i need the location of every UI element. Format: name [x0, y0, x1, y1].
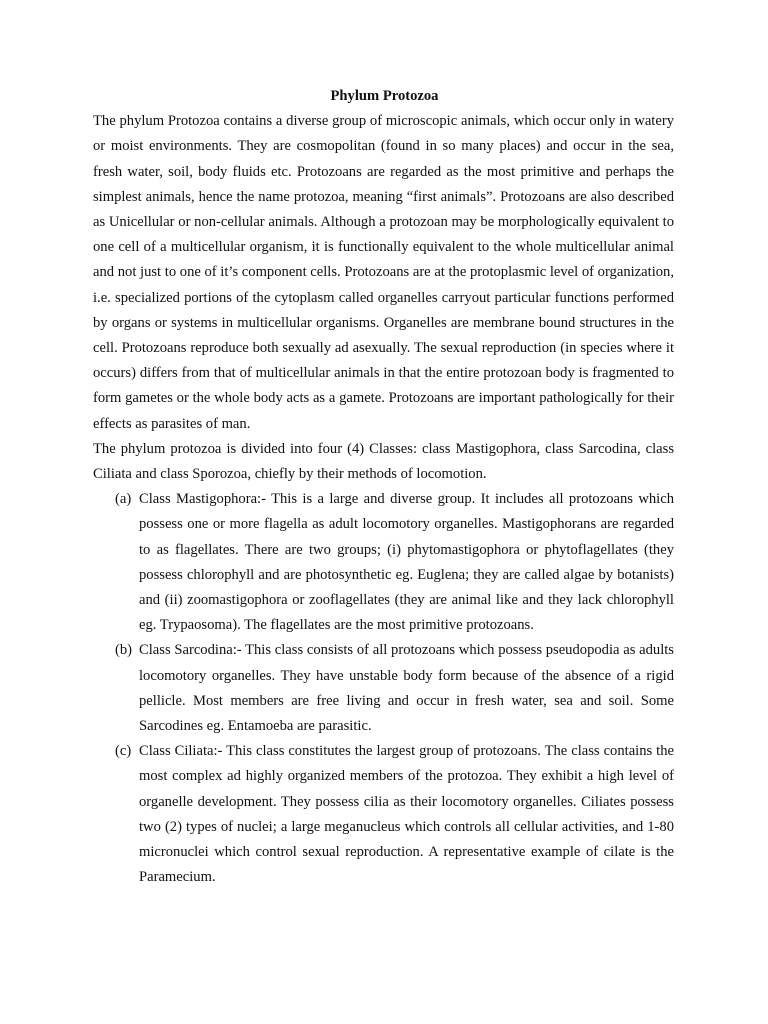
intro-paragraph: The phylum Protozoa contains a diverse group of microscopic animals, which occur only in watery or moist environments. They are cosmopolitan (found in so many places) and occur in the sea, fresh water, soil, body fluids etc. Protozoans are regarded as the most primitive and perhaps the simplest animals, hence the name protozoa, meaning “first animals”. Protozoans are also described as Unicellular or non-cellular animals. Although a protozoan may be morphologically equivalent to one cell of a multicellular organism, it is functionally equivalent to the whole multicellular animal and not just to one of it’s component cells. Protozoans are at the protoplasmic level of organization, i.e. specialized portions of the cytoplasm called organelles carryout particular functions performed by organs or systems in multicellular organisms. Organelles are membrane bound structures in the cell. Protozoans reproduce both sexually ad asexually. The sexual reproduction (in species where it occurs) differs from that of multicellular animals in that the entire protozoan body is fragmented to form gametes or the whole body acts as a gamete. Protozoans are important pathologically for their effects as parasites of man. — [93, 113, 674, 432]
class-sarcodina-text: Class Sarcodina:- This class consists of all protozoans which possess pseudopodia as adults locomotory organelles. They have unstable body form because of the absence of a rigid pellicle. Most members are free living and occur in fresh water, sea and soil. Some Sarcodines eg. Entamoeba are parasitic. — [139, 642, 674, 735]
class-ciliata-text: Class Ciliata:- This class constitutes the largest group of protozoans. The class contains the most complex ad highly organized members of the protozoa. They exhibit a high level of organelle development. They possess cilia as their locomotory organelles. Ciliates possess two (2) types of nuclei; a large meganucleus which controls all cellular activities, and 1-80 micronuclei which control sexual reproduction. A representative example of cilate is the Paramecium. — [139, 743, 674, 886]
list-item — [93, 739, 674, 890]
list-item — [93, 638, 674, 739]
list-marker: (c) — [115, 743, 132, 760]
class-mastigophora-text: Class Mastigophora:- This is a large and diverse group. It includes all protozoans which possess one or more flagella as adult locomotory organelles. Mastigophorans are regarded to as flagellates. There are two groups; (i) phytomastigophora or phytoflagellates (they possess chlorophyll and are photosynthetic eg. Euglena; they are called algae by botanists) and (ii) zoomastigophora or zooflagellates (they are animal like and they lack chlorophyll eg. Trypaosoma). The flagellates are the most primitive protozoans. — [139, 491, 674, 634]
list-marker: (a) — [115, 491, 132, 508]
list-item — [93, 487, 674, 638]
document-title: Phylum Protozoa — [330, 88, 439, 104]
classification-paragraph: The phylum protozoa is divided into four (4) Classes: class Mastigophora, class Sarcodina, class Ciliata and class Sporozoa, chiefly by their methods of locomotion. — [93, 440, 674, 483]
classes-list — [93, 487, 674, 890]
list-marker: (b) — [115, 642, 133, 659]
document-page — [93, 84, 674, 891]
